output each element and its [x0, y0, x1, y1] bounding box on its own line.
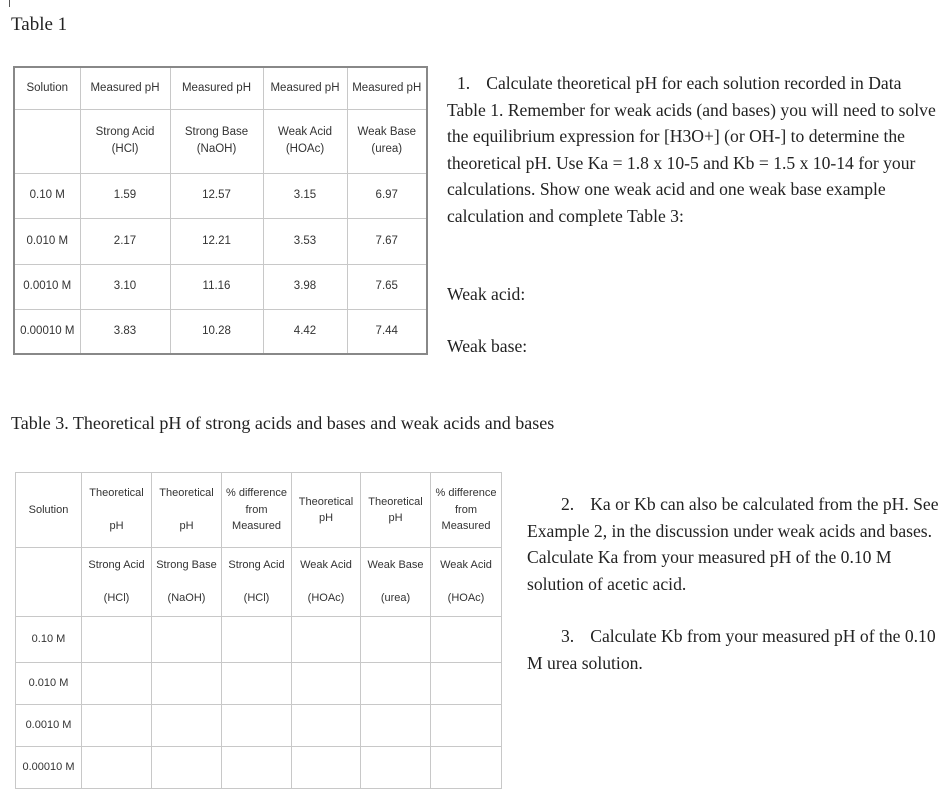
header-line: from [245, 503, 268, 516]
table3-empty-cell [361, 617, 431, 663]
question-2 [527, 491, 939, 597]
table3-empty-cell [152, 663, 222, 705]
table3-subheader-cell [152, 548, 222, 617]
table3-empty-cell [82, 663, 152, 705]
header-line: % difference [435, 487, 497, 500]
subheader-name: Strong Acid [228, 559, 285, 572]
table1-header-row [14, 67, 427, 109]
subheader-formula: (urea) [371, 143, 403, 155]
table3-subheader-row [16, 548, 502, 617]
table3-solution-cell: 0.10 M [16, 617, 82, 663]
table3-empty-cell [431, 747, 502, 789]
text-cursor-mark [9, 0, 10, 7]
table1-header-measured-ph: Measured pH [347, 67, 427, 109]
table1-value-cell: 4.42 [263, 309, 347, 354]
table1-solution-cell: 0.010 M [14, 218, 80, 264]
question-number: 2. [561, 494, 575, 514]
header-line: pH [318, 512, 334, 524]
table1-solution-cell: 0.0010 M [14, 264, 80, 309]
table1-subheader-row [14, 109, 427, 173]
table3-header-cell [82, 473, 152, 548]
table3-empty-cell [292, 747, 361, 789]
table1-value-cell: 1.59 [80, 173, 170, 218]
table1-value-cell: 11.16 [170, 264, 263, 309]
table3-subheader-cell [222, 548, 292, 617]
table3-header-row [16, 473, 502, 548]
question-3 [527, 623, 937, 676]
table-row [14, 309, 427, 354]
question-text: Calculate theoretical pH for each solution recorded in Data Table 1. Remember for weak acids (and bases) you will need to solve the equilibrium expression for [H3O+] (or OH-] to determine the theoretical pH. Use Ka = 1.8 x 10-5 and Kb = 1.5 x 10-14 for your calculations. Show one weak acid and one weak base example calculation and complete Table 3: [447, 73, 936, 226]
subheader-name: Strong Base [156, 559, 217, 572]
table3-subheader-cell [82, 548, 152, 617]
table-row [16, 705, 502, 747]
table1-header-measured-ph: Measured pH [263, 67, 347, 109]
table3-subheader-cell [361, 548, 431, 617]
table1-value-cell: 3.53 [263, 218, 347, 264]
subheader-name: Weak Acid [300, 559, 352, 572]
table3-empty-cell [152, 617, 222, 663]
table-row [16, 617, 502, 663]
table3-empty-cell [82, 617, 152, 663]
table3-empty-cell [82, 705, 152, 747]
table3-theoretical-ph [15, 472, 502, 789]
table3-header-cell [431, 473, 502, 548]
table1-subheader-empty [14, 109, 80, 173]
table-row [16, 663, 502, 705]
table3-empty-cell [222, 663, 292, 705]
table1-value-cell: 10.28 [170, 309, 263, 354]
table3-subheader-empty [16, 548, 82, 617]
header-line: Theoretical [368, 495, 423, 508]
subheader-name: Weak Base [357, 126, 417, 139]
table1-measured-ph [13, 66, 428, 355]
table3-header-cell [292, 473, 361, 548]
table3-header-solution: Solution [16, 473, 82, 548]
table1-value-cell: 3.83 [80, 309, 170, 354]
question-text: Calculate Kb from your measured pH of the 0.10 M urea solution. [527, 626, 936, 673]
table-row [16, 747, 502, 789]
table-row [14, 264, 427, 309]
table3-empty-cell [361, 663, 431, 705]
subheader-name: Weak Acid [277, 126, 333, 139]
table3-empty-cell [361, 747, 431, 789]
table3-subheader-cell [292, 548, 361, 617]
subheader-formula: (HOAc) [307, 592, 345, 605]
header-line: % difference [226, 487, 287, 500]
subheader-formula: (HCl) [243, 592, 270, 605]
table1-value-cell: 3.15 [263, 173, 347, 218]
table3-solution-cell: 0.00010 M [16, 747, 82, 789]
header-line: Measured [232, 520, 281, 533]
question-number: 3. [561, 626, 575, 646]
table3-subheader-cell [431, 548, 502, 617]
table3-empty-cell [152, 747, 222, 789]
table1-caption: Table 1 [11, 14, 68, 35]
subheader-formula: (HCl) [111, 143, 139, 155]
table1-solution-cell: 0.00010 M [14, 309, 80, 354]
header-line: pH [109, 520, 124, 533]
weak-base-label: Weak base: [447, 336, 528, 356]
question-number: 1. [457, 73, 471, 93]
table1-value-cell: 7.44 [347, 309, 427, 354]
question-1 [447, 70, 941, 229]
table1-value-cell: 12.57 [170, 173, 263, 218]
table3-solution-cell: 0.0010 M [16, 705, 82, 747]
table3-empty-cell [292, 663, 361, 705]
table1-header-measured-ph: Measured pH [170, 67, 263, 109]
header-line: from [455, 503, 477, 516]
question-text: Ka or Kb can also be calculated from the pH. See Example 2, in the discussion under weak acids and bases. Calculate Ka from your measured pH of the 0.10 M solution of acetic acid. [527, 494, 939, 594]
table3-empty-cell [361, 705, 431, 747]
table1-subheader-cell [80, 109, 170, 173]
table3-empty-cell [431, 663, 502, 705]
table1-header-measured-ph: Measured pH [80, 67, 170, 109]
subheader-formula: (HOAc) [285, 143, 325, 155]
table3-empty-cell [152, 705, 222, 747]
table3-empty-cell [292, 705, 361, 747]
header-line: pH [388, 512, 403, 524]
table1-subheader-cell [170, 109, 263, 173]
table3-caption: Table 3. Theoretical pH of strong acids and bases and weak acids and bases [11, 413, 555, 433]
header-line: Theoretical [89, 487, 144, 500]
table3-empty-cell [222, 705, 292, 747]
table3-solution-cell: 0.010 M [16, 663, 82, 705]
header-line: pH [179, 520, 194, 533]
header-line: Measured [441, 520, 491, 533]
table3-empty-cell [292, 617, 361, 663]
table1-solution-cell: 0.10 M [14, 173, 80, 218]
table3-empty-cell [431, 617, 502, 663]
table1-value-cell: 6.97 [347, 173, 427, 218]
subheader-formula: (HOAc) [447, 592, 485, 605]
table3-header-cell [152, 473, 222, 548]
table3-header-cell [222, 473, 292, 548]
table3-empty-cell [222, 617, 292, 663]
subheader-formula: (urea) [380, 592, 411, 605]
table1-value-cell: 2.17 [80, 218, 170, 264]
subheader-name: Weak Acid [440, 559, 492, 572]
table1-subheader-cell [263, 109, 347, 173]
table1-value-cell: 7.67 [347, 218, 427, 264]
table3-header-cell [361, 473, 431, 548]
header-line: Theoretical [298, 495, 354, 508]
table1-header-solution: Solution [14, 67, 80, 109]
weak-acid-label: Weak acid: [447, 284, 526, 304]
table3-empty-cell [431, 705, 502, 747]
table1-subheader-cell [347, 109, 427, 173]
subheader-name: Strong Base [184, 126, 249, 139]
subheader-formula: (HCl) [103, 592, 130, 605]
table-row [14, 218, 427, 264]
table1-value-cell: 3.10 [80, 264, 170, 309]
table1-value-cell: 12.21 [170, 218, 263, 264]
table-row [14, 173, 427, 218]
table1-value-cell: 3.98 [263, 264, 347, 309]
subheader-formula: (NaOH) [167, 592, 206, 605]
table3-empty-cell [82, 747, 152, 789]
table3-empty-cell [222, 747, 292, 789]
subheader-name: Weak Base [367, 559, 424, 572]
subheader-formula: (NaOH) [196, 143, 237, 155]
subheader-name: Strong Acid [95, 126, 155, 139]
table1-value-cell: 7.65 [347, 264, 427, 309]
header-line: Theoretical [159, 487, 214, 500]
subheader-name: Strong Acid [88, 559, 145, 572]
